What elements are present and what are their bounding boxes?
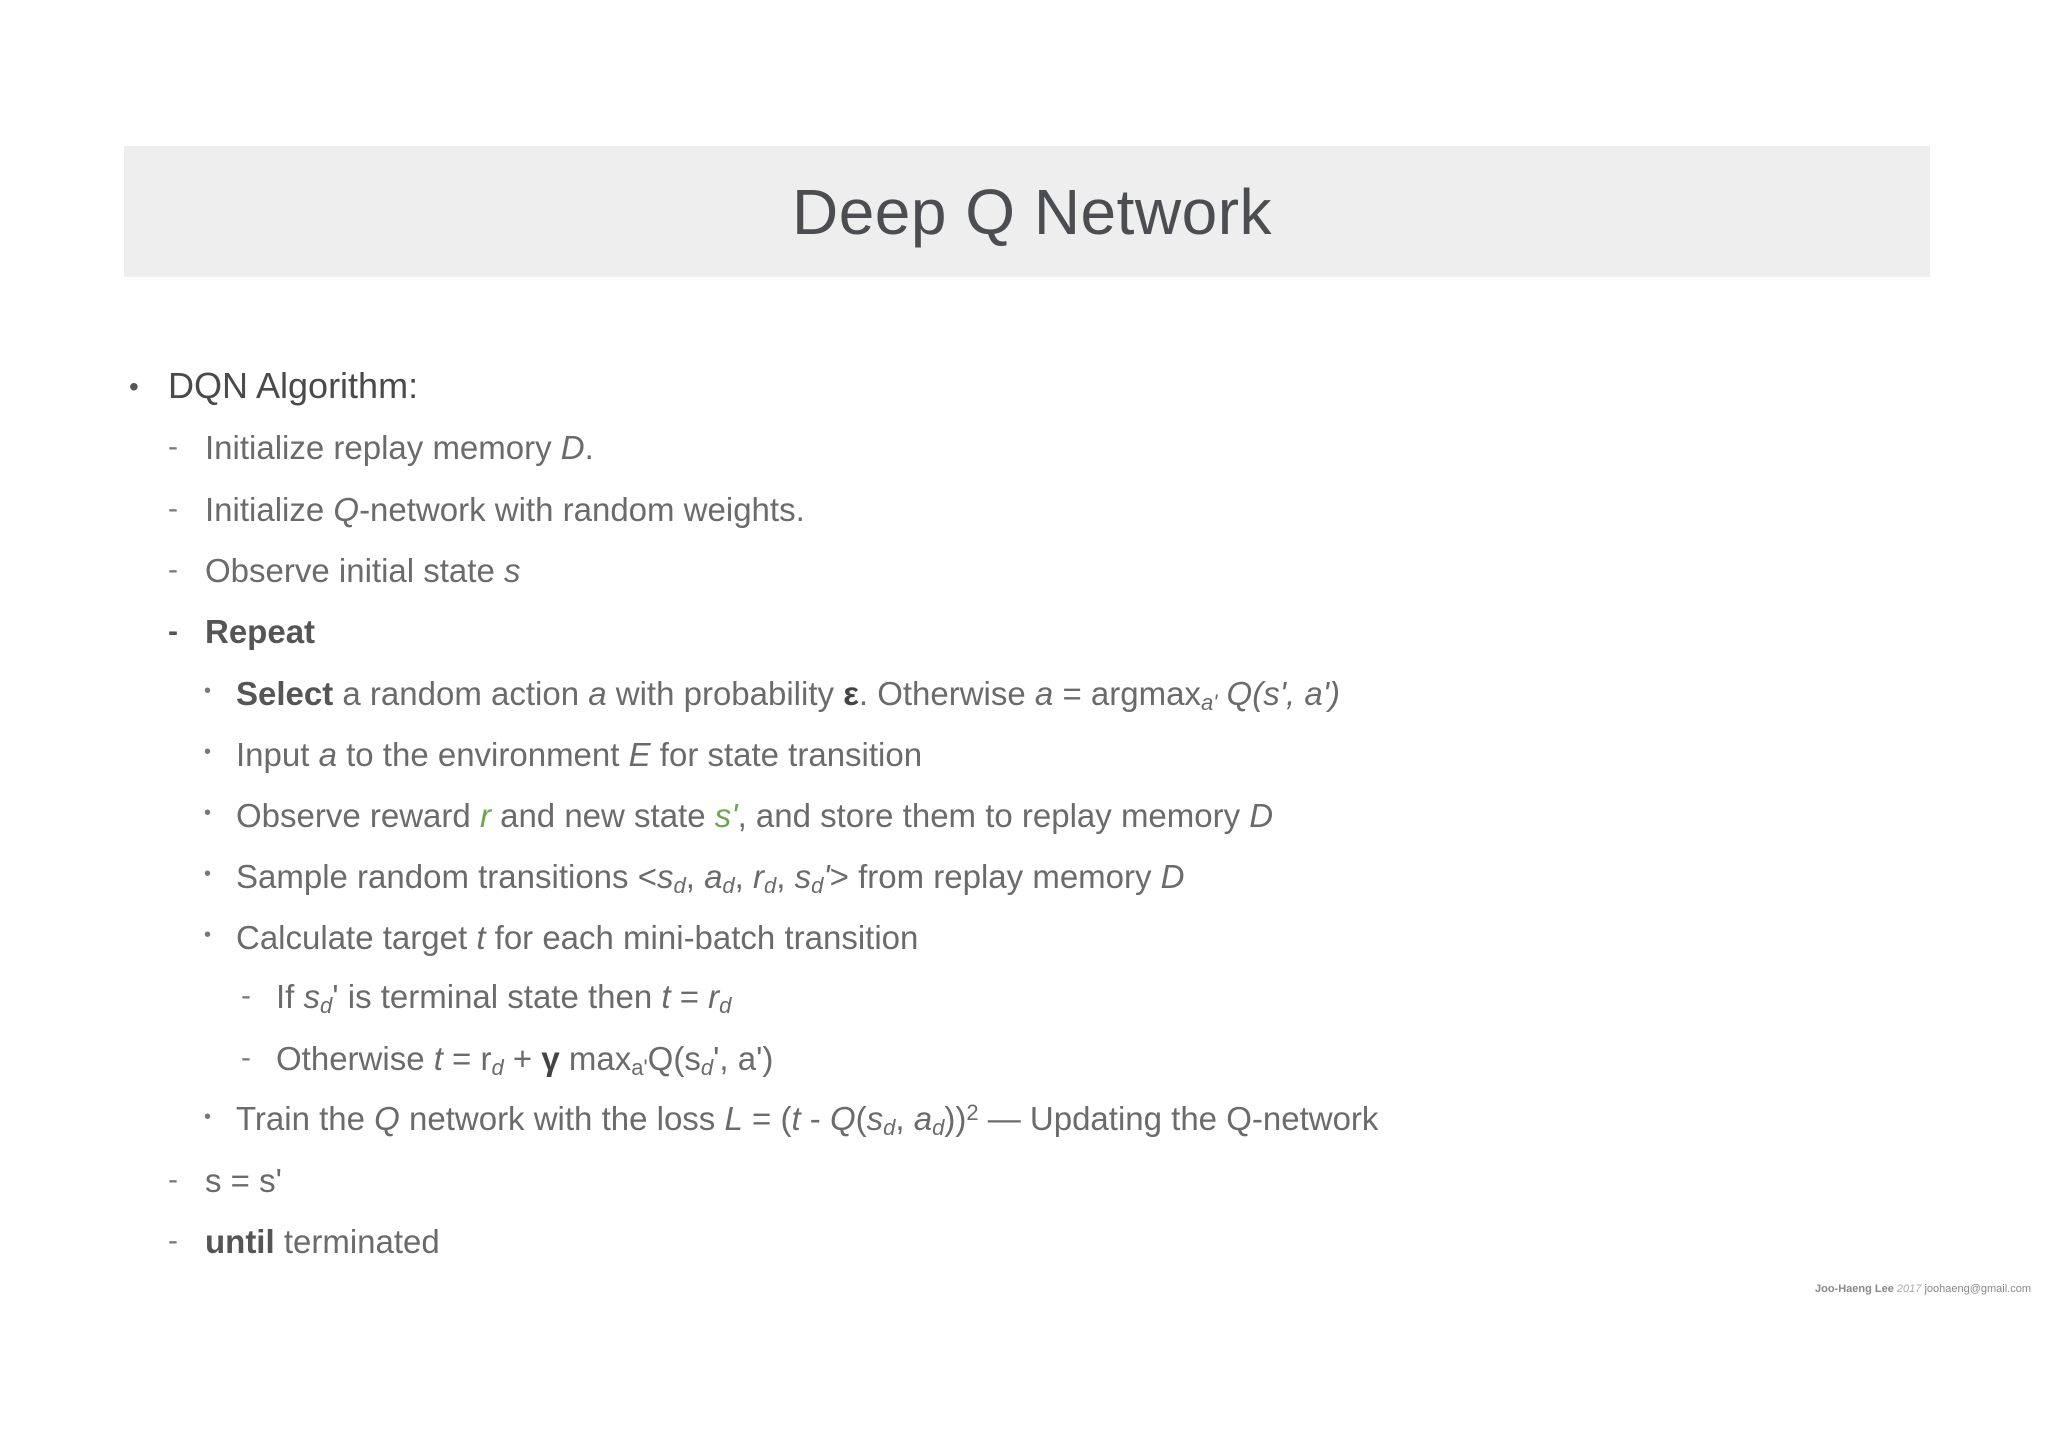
- year: 2017: [1896, 1283, 1922, 1295]
- small-bullet-marker: •: [204, 680, 212, 702]
- small-bullet-marker: •: [204, 1106, 212, 1128]
- dash-marker: -: [168, 1163, 178, 1196]
- author-name: Joo-Haeng Lee: [1815, 1283, 1894, 1295]
- dash-marker: -: [241, 979, 251, 1012]
- step-calculate-target: Calculate target t for each mini-batch transition: [236, 919, 919, 956]
- step-train-network: Train the Q network with the loss $L = (t - Q(s_d$, $a_d))^2$ — Updating the Q-network: [236, 1100, 1379, 1140]
- small-bullet-marker: •: [204, 802, 212, 824]
- dash-marker: -: [168, 492, 178, 525]
- step-if-terminal: If $s_d'$ is terminal state then $t = r_d$: [276, 978, 732, 1018]
- step-init-q-network: Initialize Q-network with random weights.: [205, 491, 805, 528]
- step-assign-state: s = s': [205, 1162, 282, 1199]
- dash-marker: -: [168, 1224, 178, 1257]
- small-bullet-marker: •: [204, 741, 212, 763]
- dash-marker: -: [241, 1041, 251, 1074]
- step-repeat: Repeat: [205, 613, 316, 650]
- step-observe-reward: Observe reward r and new state s', and store them to replay memory D: [236, 797, 1274, 834]
- step-sample-transitions: Sample random transitions $<s_d$, $a_d$, $r_d$, $s_d'>$ from replay memory D: [236, 858, 1185, 898]
- step-observe-state: Observe initial state s: [205, 552, 521, 589]
- title-bar: [124, 146, 1930, 277]
- slide-title: Deep Q Network: [791, 175, 1273, 248]
- step-init-memory: Initialize replay memory D.: [205, 429, 594, 466]
- step-input-action: Input a to the environment E for state transition: [236, 736, 923, 773]
- bullet-marker: •: [129, 371, 139, 402]
- step-until-terminated: until terminated: [205, 1223, 440, 1260]
- algorithm-heading: DQN Algorithm:: [168, 365, 419, 406]
- author-email: joohaeng@gmail.com: [1924, 1283, 2032, 1295]
- step-otherwise: Otherwise $t = r_d + \gamma$ $\max_{a'}Q(s_d'$, a'): [276, 1040, 774, 1080]
- step-select-action: Select a random action a with probability ε. Otherwise a = argmax$_{a'}$ Q(s', a'): [236, 675, 1340, 715]
- small-bullet-marker: •: [204, 863, 212, 885]
- heading-label: DQN Algorithm: [168, 365, 409, 406]
- dash-marker: -: [168, 615, 178, 648]
- footer-credit: [1815, 1283, 2031, 1295]
- small-bullet-marker: •: [204, 924, 212, 946]
- dash-marker: -: [168, 430, 178, 463]
- dash-marker: -: [168, 553, 178, 586]
